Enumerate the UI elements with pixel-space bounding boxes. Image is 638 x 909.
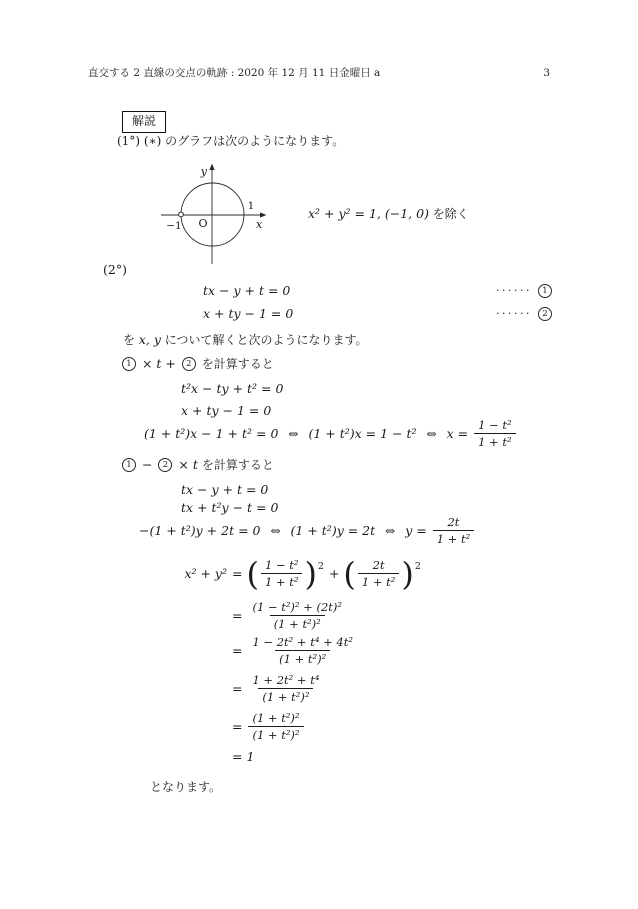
page-number: 3 [543,67,550,79]
tick-label-minus-one: −1 [166,220,182,232]
closing-paragraph: となります。 [150,780,222,794]
graph-caption: x² + y² = 1, (−1, 0) を除く [308,206,469,221]
circle-graph [152,161,272,269]
origin-label: O [198,217,208,230]
x-axis-arrow-icon [260,212,267,217]
equation-1: tx − y + t = 0 [203,283,291,298]
derive-rhs: = $\frac{\text{1 − 2t² + t⁴ + 4t²}}{\text{(1 + t²)²}}$ [232,635,353,666]
page-header [88,66,550,80]
derive-row [183,749,254,765]
derive-row [183,673,325,704]
block-b-head: 1 × t + 2 を計算すると [120,356,274,372]
unit-circle [181,183,244,246]
derive-rhs: = $\frac{\text{1 + 2t² + t⁴}}{\text{(1 + t²)²}}$ [232,673,320,704]
paragraph-2deg: (2°) [103,262,127,277]
equation-2: x + ty − 1 = 0 [203,306,294,321]
derive-rhs: = $\frac{\text{(1 − t²)² + (2t)²}}{\text{(1 + t²)²}}$ [232,600,342,631]
block-b-eq1: t²x − ty + t² = 0 [181,381,284,396]
paragraph-1deg: (1°) (∗) のグラフは次のようになります。 [117,134,345,148]
derive-row [183,711,306,742]
derive-row [183,554,422,593]
block-c-eq2: tx + t²y − t = 0 [181,500,279,515]
equation-2-number: ······ 2 [496,306,554,322]
paragraph-solve: を x, y について解くと次のようになります。 [123,332,368,347]
excluded-point-open-dot [179,212,184,217]
derive-rhs: = ( $\frac{\text{1 − t²}}{\text{1 + t²}}$ ) 2 + ( $\frac{2t}{\text{1 + t²}}$ ) 2 [232,554,421,593]
block-b-chain: (1 + t²)x − 1 + t² = 0 ⇔ (1 + t²)x = 1 − t² ⇔ x = $\frac{\text{1 − t²}}{\text{1 + t²}}$ [144,418,518,449]
derive-row [183,600,348,631]
derive-lhs: x² + y² [184,565,227,581]
y-axis-arrow-icon [209,164,214,171]
block-b-eq2: x + ty − 1 = 0 [181,403,272,418]
block-c-head: 1 − 2 × t を計算すると [120,457,274,473]
block-c-eq1: tx − y + t = 0 [181,482,269,497]
block-c-chain: −(1 + t²)y + 2t = 0 ⇔ (1 + t²)y = 2t ⇔ y = $\frac{2t}{\text{1 + t²}}$ [139,515,476,546]
y-axis-label: y [200,165,207,178]
kaisetsu-label: 解説 [132,114,157,128]
tick-label-one: 1 [247,200,255,212]
derive-row [183,635,359,666]
header-title: 直交する 2 直線の交点の軌跡 : 2020 年 12 月 11 日金曜日 a [88,67,381,79]
equation-1-number: ······ 1 [496,283,554,299]
derive-rhs: = $\frac{\text{(1 + t²)²}}{\text{(1 + t²)²}}$ [232,711,306,742]
derive-rhs: = 1 [232,749,255,764]
kaisetsu-box [122,111,166,133]
x-axis-label: x [256,218,263,231]
